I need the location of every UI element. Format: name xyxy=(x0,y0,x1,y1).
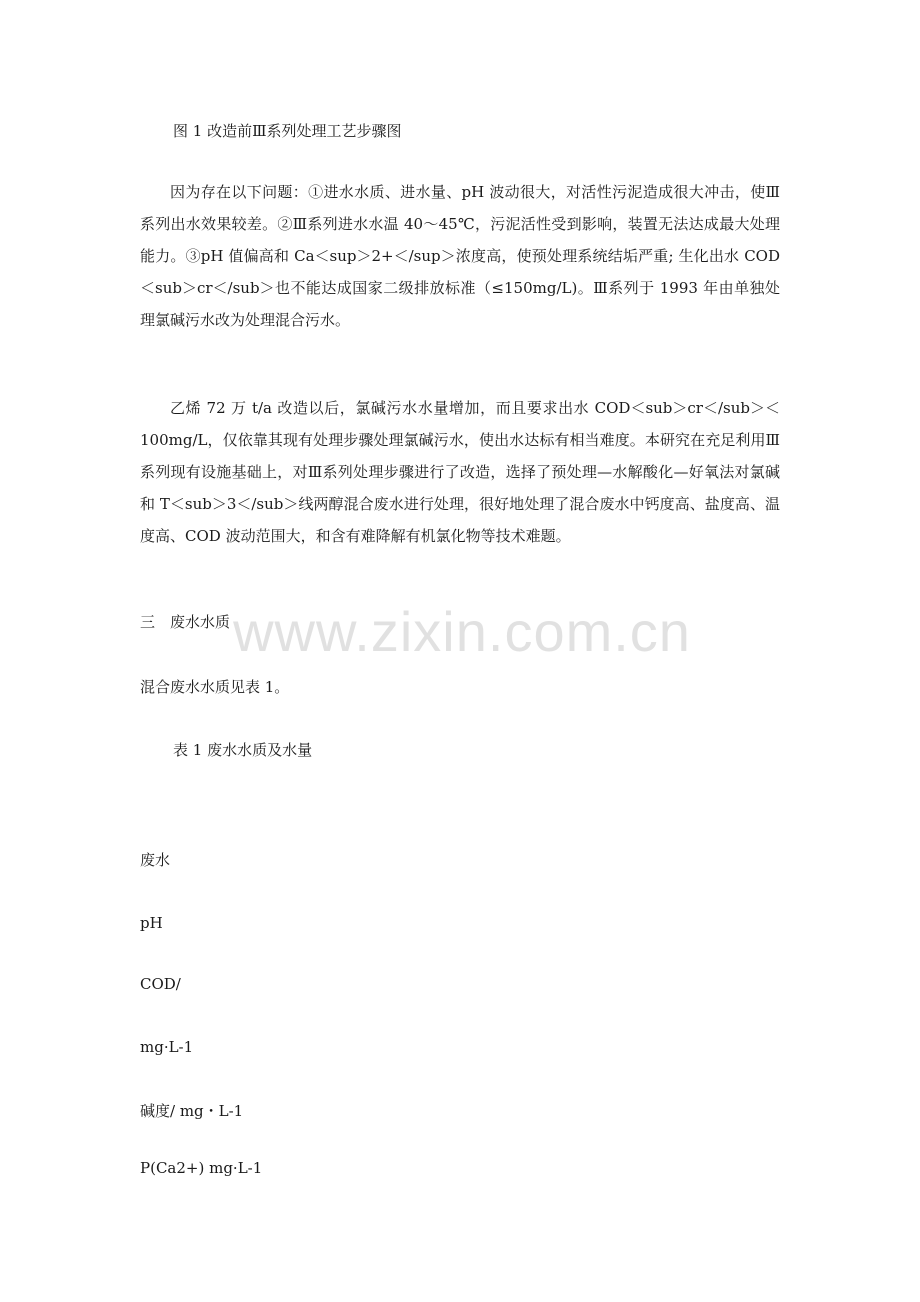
paragraph-retrofit: 乙烯 72 万 t/a 改造以后，氯碱污水水量增加，而且要求出水 COD＜sub＞cr＜/sub＞＜100mg/L，仅依靠其现有处理步骤处理氯碱污水，使出水达标有相当难度。本研究在充足利用Ⅲ系列现有设施基础上，对Ⅲ系列处理步骤进行了改造，选择了预处理—水解酸化—好氧法对氯碱和 T＜sub＞3＜/sub＞线两醇混合废水进行处理，很好地处理了混合废水中钙度高、盐度高、温度高、COD 波动范围大，和含有难降解有机氯化物等技术难题。 xyxy=(140,399,780,545)
table-caption: 表 1 废水水质及水量 xyxy=(173,741,313,759)
section-heading: 三 废水水质 xyxy=(140,613,231,631)
intro-line: 混合废水水质见表 1。 xyxy=(140,678,290,696)
table-cell: mg·L-1 xyxy=(140,1038,194,1056)
table-cell: 废水 xyxy=(140,851,171,869)
figure-caption: 图 1 改造前Ⅲ系列处理工艺步骤图 xyxy=(173,122,402,140)
table-cell: pH xyxy=(140,914,163,932)
table-cell: 碱度/ mg・L-1 xyxy=(140,1102,244,1120)
paragraph-problems: 因为存在以下问题：①进水水质、进水量、pH 波动很大，对活性污泥造成很大冲击，使Ⅲ系列出水效果较差。②Ⅲ系列进水水温 40～45℃，污泥活性受到影响，装置无法达成最大处理能力。③pH 值偏高和 Ca＜sup＞2+＜/sup＞浓度高，使预处理系统结垢严重; 生化出水 COD＜sub＞cr＜/sub＞也不能达成国家二级排放标准（≤150mg/L)。Ⅲ系列于 1993 年由单独处理氯碱污水改为处理混合污水。 xyxy=(140,183,780,329)
table-cell: COD/ xyxy=(140,975,181,993)
watermark: www.zixin.com.cn xyxy=(233,600,691,663)
table-cell: P(Ca2+) mg·L-1 xyxy=(140,1159,263,1177)
